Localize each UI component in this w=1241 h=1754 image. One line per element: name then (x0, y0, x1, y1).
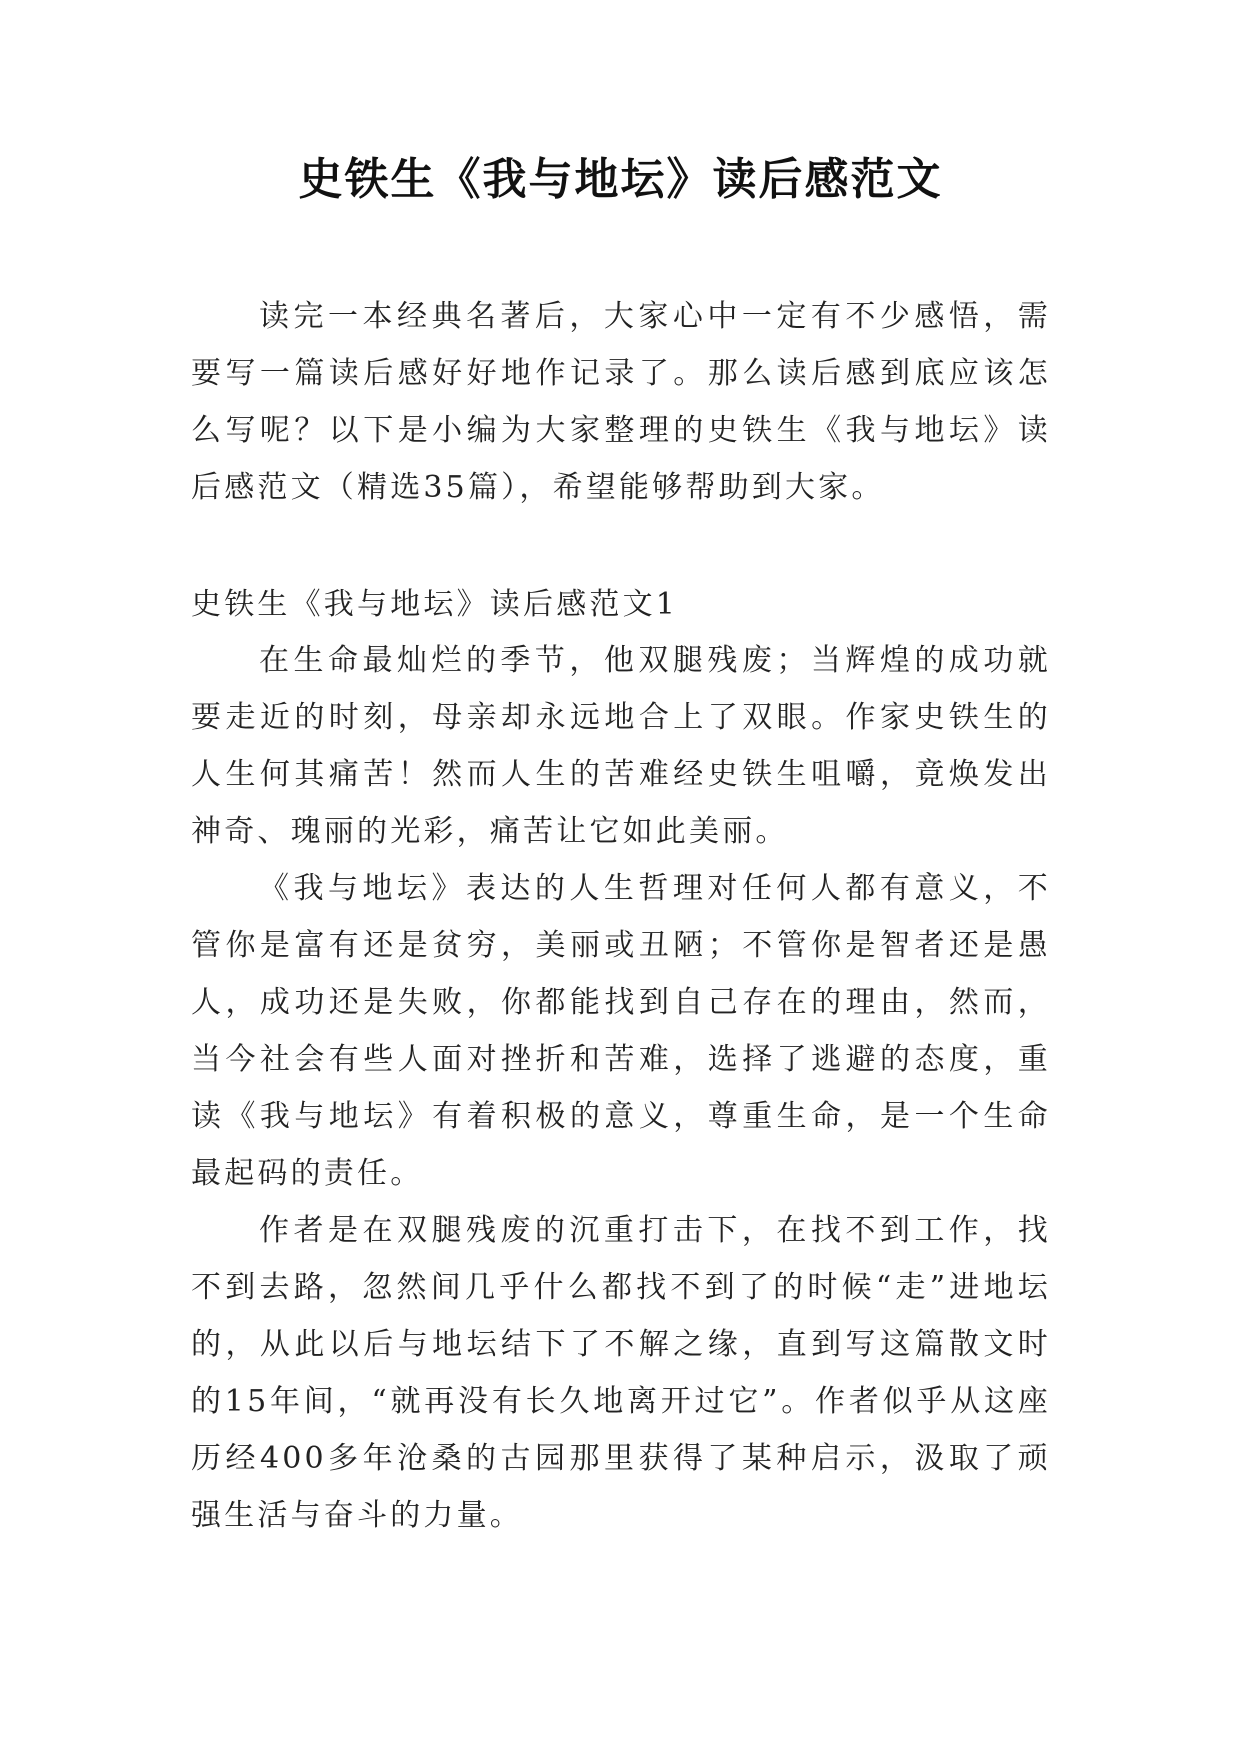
article-body (191, 632, 1051, 1544)
section-heading: 史铁生《我与地坛》读后感范文1 (191, 587, 679, 622)
document-title: 史铁生《我与地坛》读后感范文 (298, 154, 943, 205)
intro-paragraph: 读完一本经典名著后，大家心中一定有不少感悟，需要写一篇读后感好好地作记录了。那么读后感到底应该怎么写呢？以下是小编为大家整理的史铁生《我与地坛》读后感范文（精选35篇），希望能够帮助到大家。 (191, 299, 1051, 505)
body-paragraph: 作者是在双腿残废的沉重打击下，在找不到工作，找不到去路，忽然间几乎什么都找不到了的时候“走”进地坛的，从此以后与地坛结下了不解之缘，直到写这篇散文时的15年间，“就再没有长久地离开过它”。作者似乎从这座历经400多年沧桑的古园那里获得了某种启示，汲取了顽强生活与奋斗的力量。 (191, 1213, 1051, 1533)
body-paragraph: 《我与地坛》表达的人生哲理对任何人都有意义，不管你是富有还是贫穷，美丽或丑陋；不管你是智者还是愚人，成功还是失败，你都能找到自己存在的理由，然而，当今社会有些人面对挫折和苦难，选择了逃避的态度，重读《我与地坛》有着积极的意义，尊重生命，是一个生命最起码的责任。 (191, 871, 1051, 1191)
body-paragraph: 在生命最灿烂的季节，他双腿残废；当辉煌的成功就要走近的时刻，母亲却永远地合上了双眼。作家史铁生的人生何其痛苦！然而人生的苦难经史铁生咀嚼，竟焕发出神奇、瑰丽的光彩，痛苦让它如此美丽。 (191, 643, 1051, 849)
